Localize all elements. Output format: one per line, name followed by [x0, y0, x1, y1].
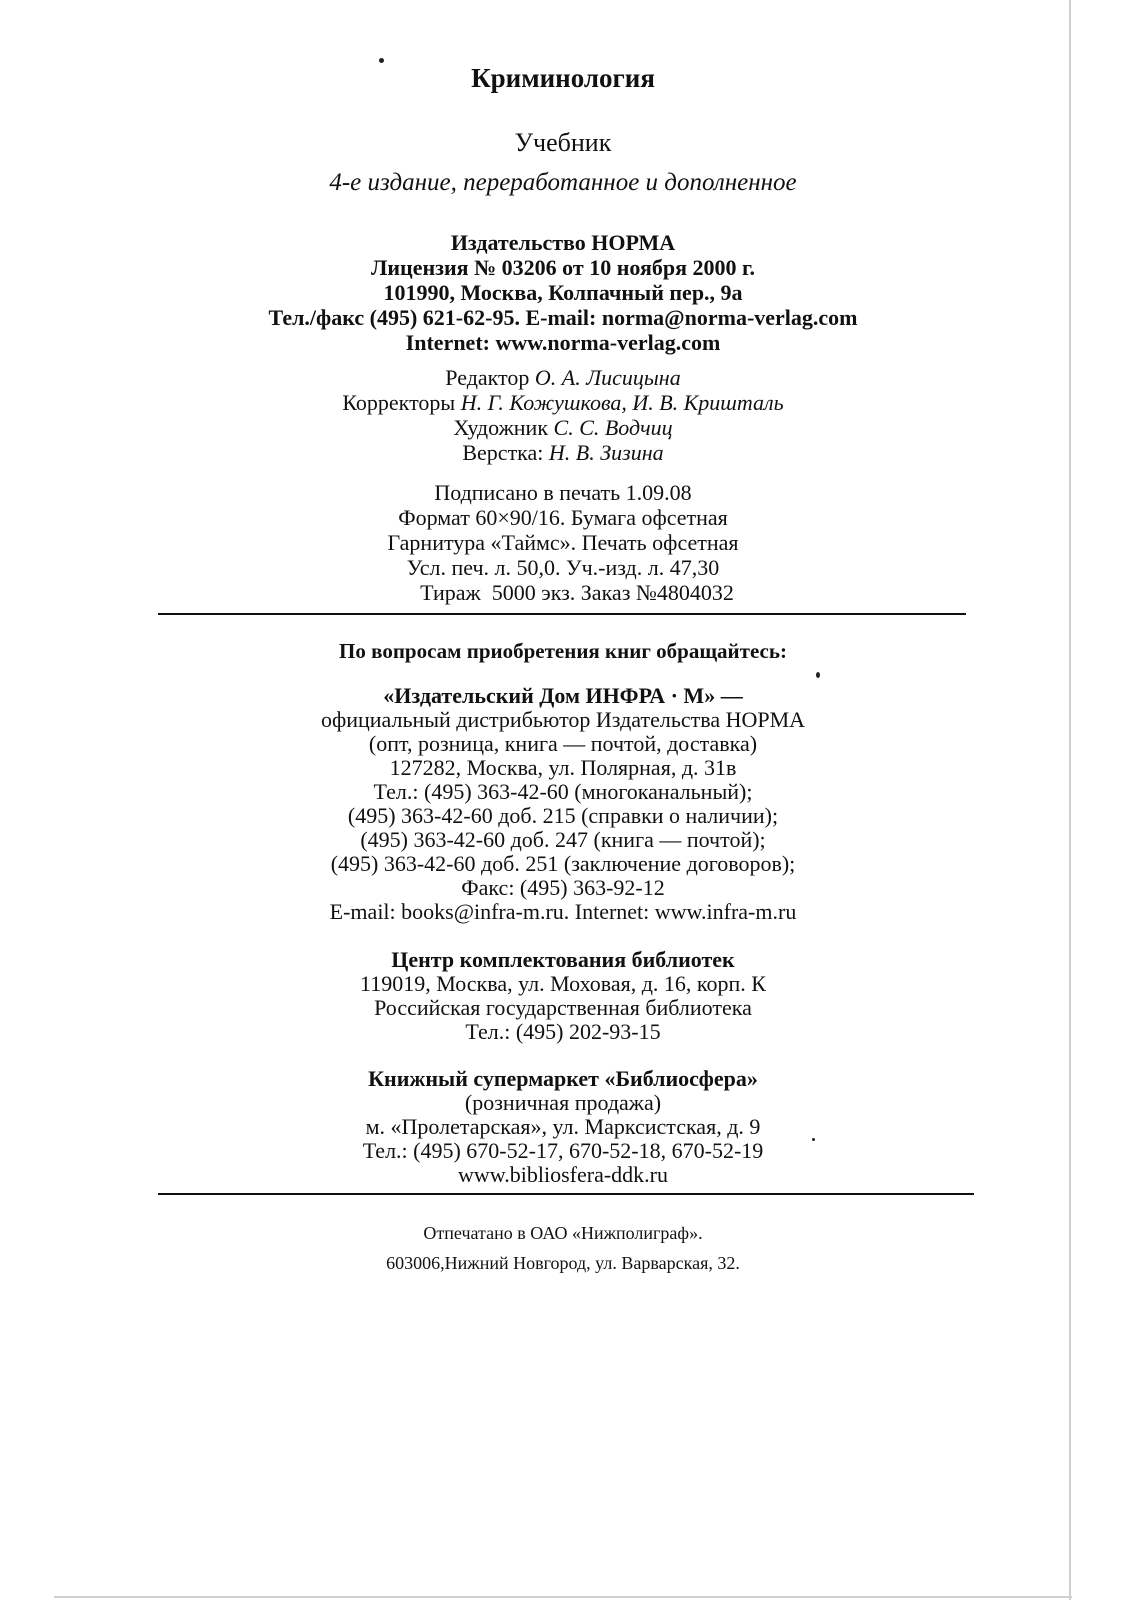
staff-names: Н. В. Зизина [548, 440, 664, 465]
staff-role: Редактор [445, 365, 530, 390]
printer-line-2: 603006,Нижний Новгород, ул. Варварская, 32. [386, 1253, 740, 1273]
staff-artist [158, 415, 968, 440]
infra-line: E-mail: books@infra-m.ru. Internet: www.infra-m.ru [329, 899, 797, 924]
library-line: Тел.: (495) 202-93-15 [465, 1019, 661, 1044]
infra-line: Тел.: (495) 363-42-60 (многоканальный); [373, 779, 753, 804]
staff-proofreaders [158, 390, 968, 415]
publisher-name: Издательство НОРМА [450, 230, 676, 255]
staff-block [158, 365, 968, 465]
publisher-license: Лицензия № 03206 от 10 ноября 2000 г. [370, 255, 756, 280]
book-subtitle: Учебник [514, 128, 612, 157]
page-bottom-edge [54, 1596, 1072, 1598]
infra-line: (495) 363-42-60 доб. 215 (справки о наличии); [347, 803, 779, 828]
infra-line: (495) 363-42-60 доб. 247 (книга — почтой); [360, 827, 766, 852]
print-info-line: Подписано в печать 1.09.08 [434, 480, 692, 505]
staff-role: Корректоры [342, 390, 456, 415]
printer-block [158, 1218, 968, 1278]
printer-line-1: Отпечатано в ОАО «Нижполиграф». [423, 1223, 703, 1243]
staff-names: С. С. Водчиц [553, 415, 673, 440]
staff-role: Верстка: [462, 440, 544, 465]
library-block [158, 948, 968, 1044]
publisher-address: 101990, Москва, Колпачный пер., 9а [383, 280, 743, 305]
bibliosfera-block [158, 1067, 968, 1187]
inquiries-heading: По вопросам приобретения книг обращайтесь: [339, 639, 787, 663]
library-line: Российская государственная библиотека [374, 995, 752, 1020]
infra-line: официальный дистрибьютор Издательства НОРМА [320, 707, 806, 732]
print-info-line: Усл. печ. л. 50,0. Уч.-изд. л. 47,30 [406, 555, 720, 580]
staff-layout [158, 440, 968, 465]
library-name: Центр комплектования библиотек [391, 947, 735, 972]
bibliosfera-line: Тел.: (495) 670-52-17, 670-52-18, 670-52-19 [362, 1138, 764, 1163]
print-info-line: Формат 60×90/16. Бумага офсетная [398, 505, 728, 530]
page-right-edge [1069, 0, 1071, 1600]
divider-rule-top [158, 613, 966, 615]
print-speck [816, 672, 820, 678]
infra-line: (495) 363-42-60 доб. 251 (заключение договоров); [330, 851, 796, 876]
infra-name: «Издательский Дом ИНФРА · М» — [383, 683, 743, 708]
print-info-block [158, 480, 968, 605]
publisher-phone-email: Тел./факс (495) 621-62-95. E-mail: norma@norma-verlag.com [268, 305, 858, 330]
book-title: Криминология [471, 63, 655, 93]
book-edition: 4-е издание, переработанное и дополненное [329, 169, 797, 196]
staff-names: Н. Г. Кожушкова, И. В. Кришталь [460, 390, 784, 415]
staff-role: Художник [453, 415, 549, 440]
bibliosfera-name: Книжный супермаркет «Библиосфера» [368, 1066, 758, 1091]
bibliosfera-line: www.bibliosfera-ddk.ru [458, 1162, 668, 1187]
infra-line: (опт, розница, книга — почтой, доставка) [368, 731, 758, 756]
print-info-line: Тираж 5000 экз. Заказ №4804032 [420, 580, 734, 605]
divider-rule-bottom [158, 1193, 974, 1195]
library-line: 119019, Москва, ул. Моховая, д. 16, корп. К [360, 971, 766, 996]
print-info-line: Гарнитура «Таймс». Печать офсетная [387, 530, 739, 555]
bibliosfera-line: м. «Пролетарская», ул. Марксистская, д. 9 [365, 1114, 761, 1139]
publisher-internet: Internet: www.norma-verlag.com [405, 330, 721, 355]
infra-line: Факс: (495) 363-92-12 [461, 875, 665, 900]
publisher-block [158, 230, 968, 355]
bibliosfera-line: (розничная продажа) [464, 1090, 662, 1115]
infra-block [158, 684, 968, 924]
staff-editor [158, 365, 968, 390]
infra-line: 127282, Москва, ул. Полярная, д. 31в [389, 755, 737, 780]
staff-names: О. А. Лисицына [534, 365, 681, 390]
